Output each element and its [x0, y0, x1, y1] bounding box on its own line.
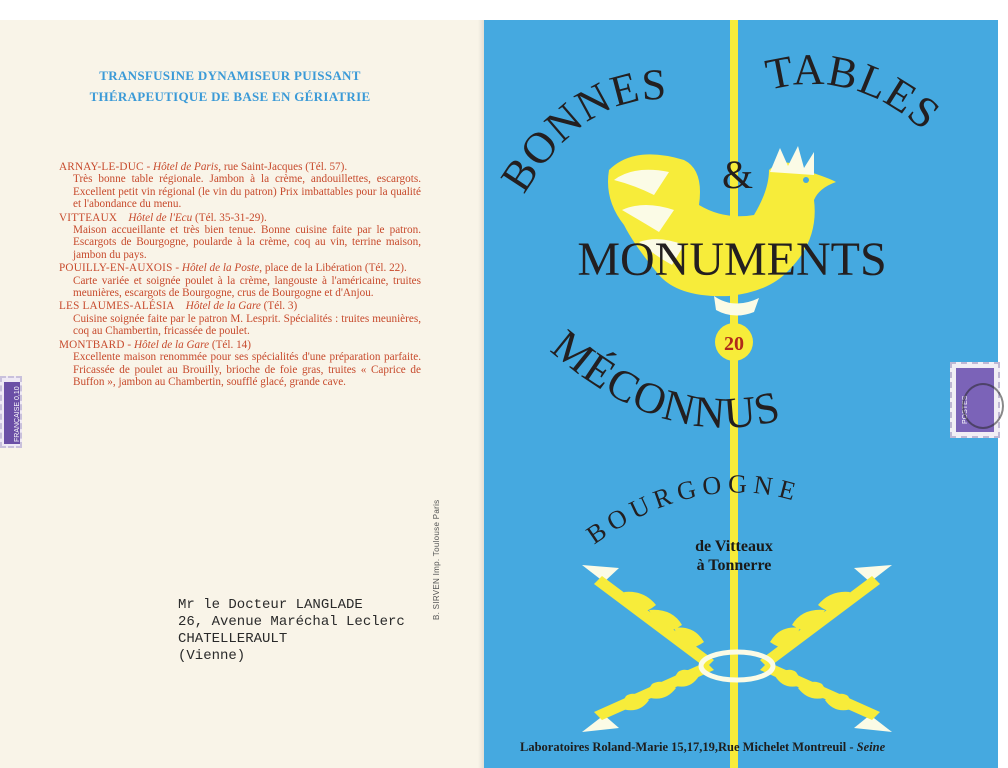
listing-entry	[59, 300, 421, 337]
stamp-text: POSTES	[962, 395, 969, 424]
printer-credit: B. SIRVEN Imp. Toulouse Paris	[432, 499, 441, 620]
arrow-southeast-icon	[760, 662, 892, 732]
title-ampersand: &	[722, 152, 754, 197]
address-line: 26, Avenue Maréchal Leclerc	[178, 614, 405, 630]
address-line: CHATELLERAULT	[178, 631, 288, 647]
publisher-department: Seine	[856, 740, 886, 754]
mailing-address	[178, 597, 405, 665]
listing-hotel: Hôtel de la Poste	[181, 262, 260, 275]
listing-body: Cuisine soignée faite par le patron M. Lesprit. Spécialités : truites meunières, coq au Chambertin, fricassée de poulet.	[73, 312, 421, 338]
listing-town: MONTBARD	[59, 338, 125, 351]
headline-therapeutic: THÉRAPEUTIQUE DE BASE EN GÉRIATRIE	[89, 89, 371, 104]
listing-entry: ARNAY-LE-DUC - Hôtel de Paris, rue Saint-Jacques (Tél. 57). Très bonne table régionale. Jambon à la crème, andouillettes, escargots. Excellent petit vin régional (le vin du patron) Prix imbattables pour la qualité et l'abondance du menu.	[59, 161, 421, 211]
title-meconnus: MÉCONNUS	[542, 320, 785, 439]
address-line: (Vienne)	[178, 648, 246, 664]
title-bonnes: BONNES	[491, 59, 668, 201]
listing-detail: , place de la Libération (Tél. 22).	[259, 262, 407, 275]
listing-hotel: Hôtel de Paris	[152, 161, 219, 173]
listing-detail: (Tél. 3)	[260, 300, 298, 313]
arrow-southwest-icon	[582, 662, 714, 732]
cover-artwork	[484, 20, 998, 768]
listing-hotel: Hôtel de la Gare	[133, 338, 210, 351]
arrow-northwest-icon	[582, 565, 714, 668]
address-line: Mr le Docteur LANGLADE	[178, 597, 363, 613]
listing-hotel: Hôtel de l'Ecu	[128, 211, 193, 224]
listing-entry: POUILLY-EN-AUXOIS - Hôtel de la Poste, place de la Libération (Tél. 22). Carte variée et soignée poulet à la crème, langouste à l'américaine, truites meunières, escargots de Bourgogne, crus de Bourgogne et d'Anjou.	[59, 262, 421, 300]
subtitle-line: de Vitteaux	[695, 538, 773, 555]
title-tables: TABLES	[761, 44, 950, 140]
postage-stamp-left	[0, 376, 22, 448]
listing-hotel: Hôtel de la Gare	[185, 300, 261, 313]
restaurant-listings	[59, 161, 421, 389]
route-subtitle	[484, 537, 984, 575]
brochure-cover	[484, 20, 998, 768]
issue-number: 20	[724, 333, 744, 355]
listing-town: LES LAUMES-ALÉSIA	[59, 300, 175, 313]
listing-body: Maison accueillante et très bien tenue. Bonne cuisine faite par le patron. Escargots de Bourgogne, poularde à la crème, coq au vin, terrine maison, jambon du pays.	[73, 224, 421, 261]
listing-town: POUILLY-EN-AUXOIS	[59, 262, 173, 275]
title-monuments: MONUMENTS	[577, 233, 887, 286]
stamp-text: FRANÇAISE 0,10	[14, 386, 21, 442]
region-title: BOURGOGNE	[581, 469, 805, 550]
publisher-credit	[520, 740, 885, 755]
arrow-northeast-icon	[760, 565, 892, 668]
listing-detail: (Tél. 35-31-29).	[192, 211, 267, 224]
listing-town: VITTEAUX	[59, 211, 118, 224]
listing-body: Carte variée et soignée poulet à la crème, langouste à l'américaine, truites meunières, escargots de Bourgogne, crus de Bourgogne et d'Anjou.	[73, 274, 421, 300]
listing-entry	[59, 212, 421, 262]
postmark-icon	[962, 383, 1004, 429]
listing-body: Excellente maison renommée pour ses spécialités d'une préparation parfaite. Fricassée de poulet au Brouilly, brioche de foie gras, truites « Caprice de Buffon », jambon au Chambertin, soufflé glacé, grande cave.	[73, 351, 421, 388]
listing-entry: MONTBARD - Hôtel de la Gare (Tél. 14) Excellente maison renommée pour ses spécialités d'une préparation parfaite. Fricassée de poulet au Brouilly, brioche de foie gras, truites « Caprice de Buffon », jambon au Chambertin, soufflé glacé, grande cave.	[59, 338, 421, 388]
subtitle-line: à Tonnerre	[696, 557, 772, 574]
listing-body: Très bonne table régionale. Jambon à la crème, andouillettes, escargots. Excellent petit vin régional (le vin du patron) Prix imbattables pour la qualité et l'abondance du menu.	[73, 173, 421, 211]
listing-town: ARNAY-LE-DUC	[59, 161, 144, 173]
listing-detail: (Tél. 14)	[209, 338, 251, 351]
headline-product: TRANSFUSINE DYNAMISEUR PUISSANT	[99, 68, 361, 83]
publisher-text: Laboratoires Roland-Marie 15,17,19,Rue Michelet Montreuil -	[520, 740, 854, 754]
listing-detail: , rue Saint-Jacques (Tél. 57).	[218, 161, 348, 173]
